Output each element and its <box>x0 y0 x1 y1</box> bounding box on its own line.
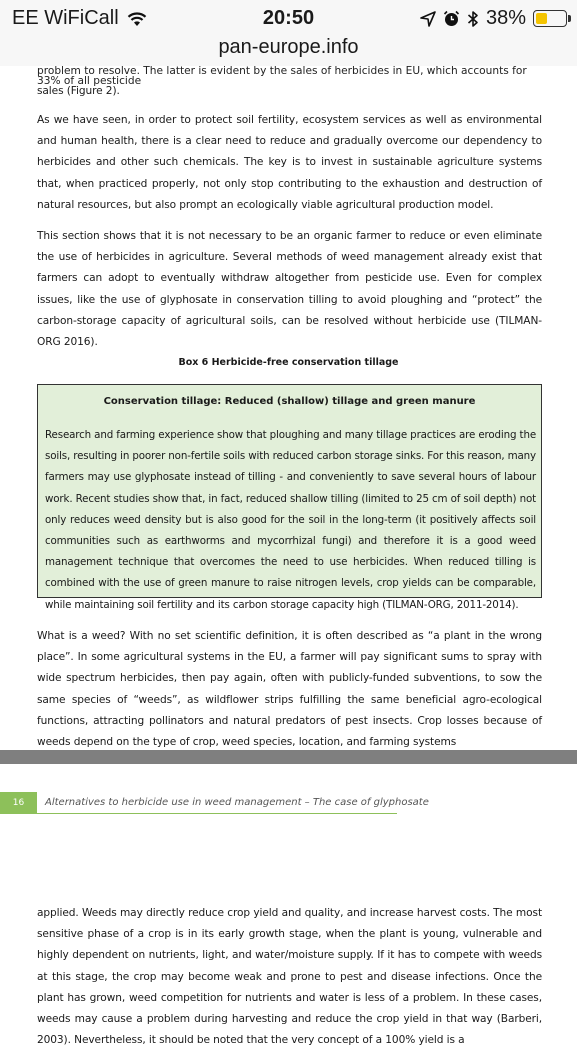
battery-icon <box>533 10 567 27</box>
location-arrow-icon <box>420 11 436 27</box>
paragraph: This section shows that it is not necessary to be an organic farmer to reduce or even eliminate the use of herbicides in agriculture. Several methods of weed management already exist that farmers can adopt to eventually withdraw altogether from pesticide use. Even for complex issues, like the use of glyphosate in conservation tilling to avoid ploughing and “protect” the carbon-storage capacity of agricultural soils, can be resolved without herbicide use (TILMAN-ORG 2016). <box>37 230 542 349</box>
battery-percent: 38% <box>485 7 526 29</box>
battery-level <box>536 13 547 24</box>
bluetooth-icon <box>467 10 479 28</box>
status-icons <box>420 7 567 30</box>
paragraph: sales (Figure 2). <box>37 85 120 97</box>
paragraph: As we have seen, in order to protect soil fertility, ecosystem services as well as environmental and human health, there is a clear need to reduce and gradually overcome our dependency to herbicides and other such chemicals. The key is to invest in sustainable agriculture systems that, when practiced properly, not only stop contributing to the exhaustion and destruction of natural resources, but also prompt an ecologically viable agricultural production model. <box>37 114 542 211</box>
status-bar <box>0 0 577 36</box>
footer-rule <box>37 813 397 814</box>
url-text: pan-europe.info <box>218 36 359 58</box>
page-number: 16 <box>0 792 37 814</box>
clipped-text-line: problem to resolve. The latter is evident by the sales of herbicides in EU, which accounts for 33% of all pesticide <box>37 65 527 87</box>
clock: 20:50 <box>262 7 315 29</box>
info-box <box>37 384 542 611</box>
info-box-text: Research and farming experience show that ploughing and many tillage practices are eroding the soils, resulting in poorer non-fertile soils with reduced carbon storage sinks. For this reason, many farmers may use glyphosate instead of tilling - and conveniently to save several hours of labour work. Recent studies show that, in fact, reduced shallow tilling (limited to 25 cm of soil depth) not only reduces weed density but is also good for the soil in the long-term (it positively affects soil communities such as earthworms and mycorrhizal fungi) and therefore it is a good weed management technique that overcomes the need to use herbicides. When reduced tilling is combined with the use of green manure to raise nitrogen levels, crop yields can be comparable, while maintaining soil fertility and its carbon storage capacity high (TILMAN-ORG, 2011-2014). <box>45 429 536 611</box>
carrier-label: EE WiFiCall <box>12 7 119 29</box>
paragraph: applied. Weeds may directly reduce crop yield and quality, and increase harvest costs. The most sensitive phase of a crop is in its early growth stage, when the plant is young, vulnerable and highly dependent on nutrients, light, and water/moisture supply. If it has to compete with weeds at this stage, the crop may become weak and prone to pest and disease infections. Once the plant has grown, weed competition for nutrients and water is less of a problem. In these cases, weeds may cause a problem during harvesting and reduce the crop yield in that way (Barberi, 2003). Nevertheless, it should be noted that the very concept of a 100% yield is a <box>37 907 542 1047</box>
box-caption: Box 6 Herbicide-free conservation tillage <box>178 357 399 368</box>
address-bar[interactable] <box>0 36 577 66</box>
alarm-icon <box>443 10 460 27</box>
page-footer-area <box>0 764 577 884</box>
page-separator <box>0 750 577 764</box>
footer-title: Alternatives to herbicide use in weed management – The case of glyphosate <box>45 797 429 808</box>
info-box-title: Conservation tillage: Reduced (shallow) tillage and green manure <box>103 396 476 407</box>
paragraph: What is a weed? With no set scientific definition, it is often described as “a plant in the wrong place”. In some agricultural systems in the EU, a farmer will pay significant sums to spray with wide spectrum herbicides, then pay again, often with publicly-funded subventions, to sow the same species of “weeds”, as wildflower strips fulfilling the same beneficial agro-ecological functions, attracting pollinators and natural predators of pest insects. Crop losses because of weeds depend on the type of crop, weed species, location, and farming systems <box>37 630 542 749</box>
